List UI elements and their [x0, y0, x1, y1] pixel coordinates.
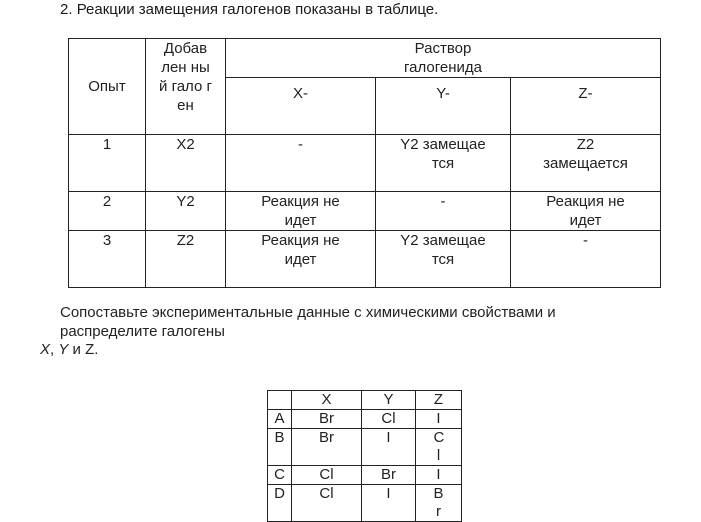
header-added-halogen: Добав лен ный гало ген: [146, 39, 226, 135]
header-solution: Раствор галогенида: [226, 39, 661, 78]
cell: 2: [69, 192, 146, 231]
cell: Y2: [146, 192, 226, 231]
halogen-y: Y: [58, 341, 69, 358]
answer-cell: Cl: [292, 466, 362, 485]
cell: Реакция не идет: [226, 192, 376, 231]
cell: 1: [69, 135, 146, 192]
answer-cell: Br: [292, 410, 362, 429]
table-row: [69, 135, 661, 192]
cell: -: [511, 231, 661, 288]
answer-options-table: [267, 390, 462, 522]
header-anion-x: X-: [226, 78, 376, 135]
answer-cell: Cl: [416, 429, 462, 466]
answer-cell: Br: [292, 429, 362, 466]
answer-header-cell: Y: [362, 391, 416, 410]
instruction-halogens: [40, 341, 98, 358]
table-row: [69, 192, 661, 231]
instruction-text: Сопоставьте экспериментальные данные с химическими свойствами и распределите галогены: [60, 304, 556, 340]
halogen-z: Z.: [85, 341, 99, 358]
cell: Y2 замещается: [376, 135, 511, 192]
answer-cell: Br: [362, 466, 416, 485]
question-number: 2.: [60, 1, 73, 18]
cell: Z2 замещается: [511, 135, 661, 192]
cell: Реакция не идет: [226, 231, 376, 288]
answer-label: D: [268, 485, 292, 522]
cell: 3: [69, 231, 146, 288]
answer-label: A: [268, 410, 292, 429]
answer-header-cell: Z: [416, 391, 462, 410]
answer-cell: I: [362, 485, 416, 522]
answer-row: [268, 466, 462, 485]
cell: -: [226, 135, 376, 192]
halogen-x: X: [40, 341, 51, 358]
cell: Реакция не идет: [511, 192, 661, 231]
conjunction: и: [72, 341, 81, 358]
question-heading: [60, 1, 438, 18]
answer-cell: I: [416, 466, 462, 485]
reactions-table: [68, 38, 661, 288]
answer-header-cell: [268, 391, 292, 410]
answer-row: [268, 429, 462, 466]
cell: -: [376, 192, 511, 231]
header-experiment: Опыт: [69, 39, 146, 135]
answer-cell: Cl: [362, 410, 416, 429]
answer-label: B: [268, 429, 292, 466]
cell: Z2: [146, 231, 226, 288]
table-row: [69, 231, 661, 288]
answer-header-cell: X: [292, 391, 362, 410]
answer-row: [268, 410, 462, 429]
answer-label: C: [268, 466, 292, 485]
cell: Y2 замещается: [376, 231, 511, 288]
answer-header-row: [268, 391, 462, 410]
cell: X2: [146, 135, 226, 192]
answer-cell: I: [362, 429, 416, 466]
answer-cell: I: [416, 410, 462, 429]
header-anion-z: Z-: [511, 78, 661, 135]
question-text: Реакции замещения галогенов показаны в таблице.: [76, 1, 439, 18]
answer-row: [268, 485, 462, 522]
answer-cell: Br: [416, 485, 462, 522]
header-anion-y: Y-: [376, 78, 511, 135]
answer-cell: Cl: [292, 485, 362, 522]
separator: ,: [50, 341, 55, 358]
